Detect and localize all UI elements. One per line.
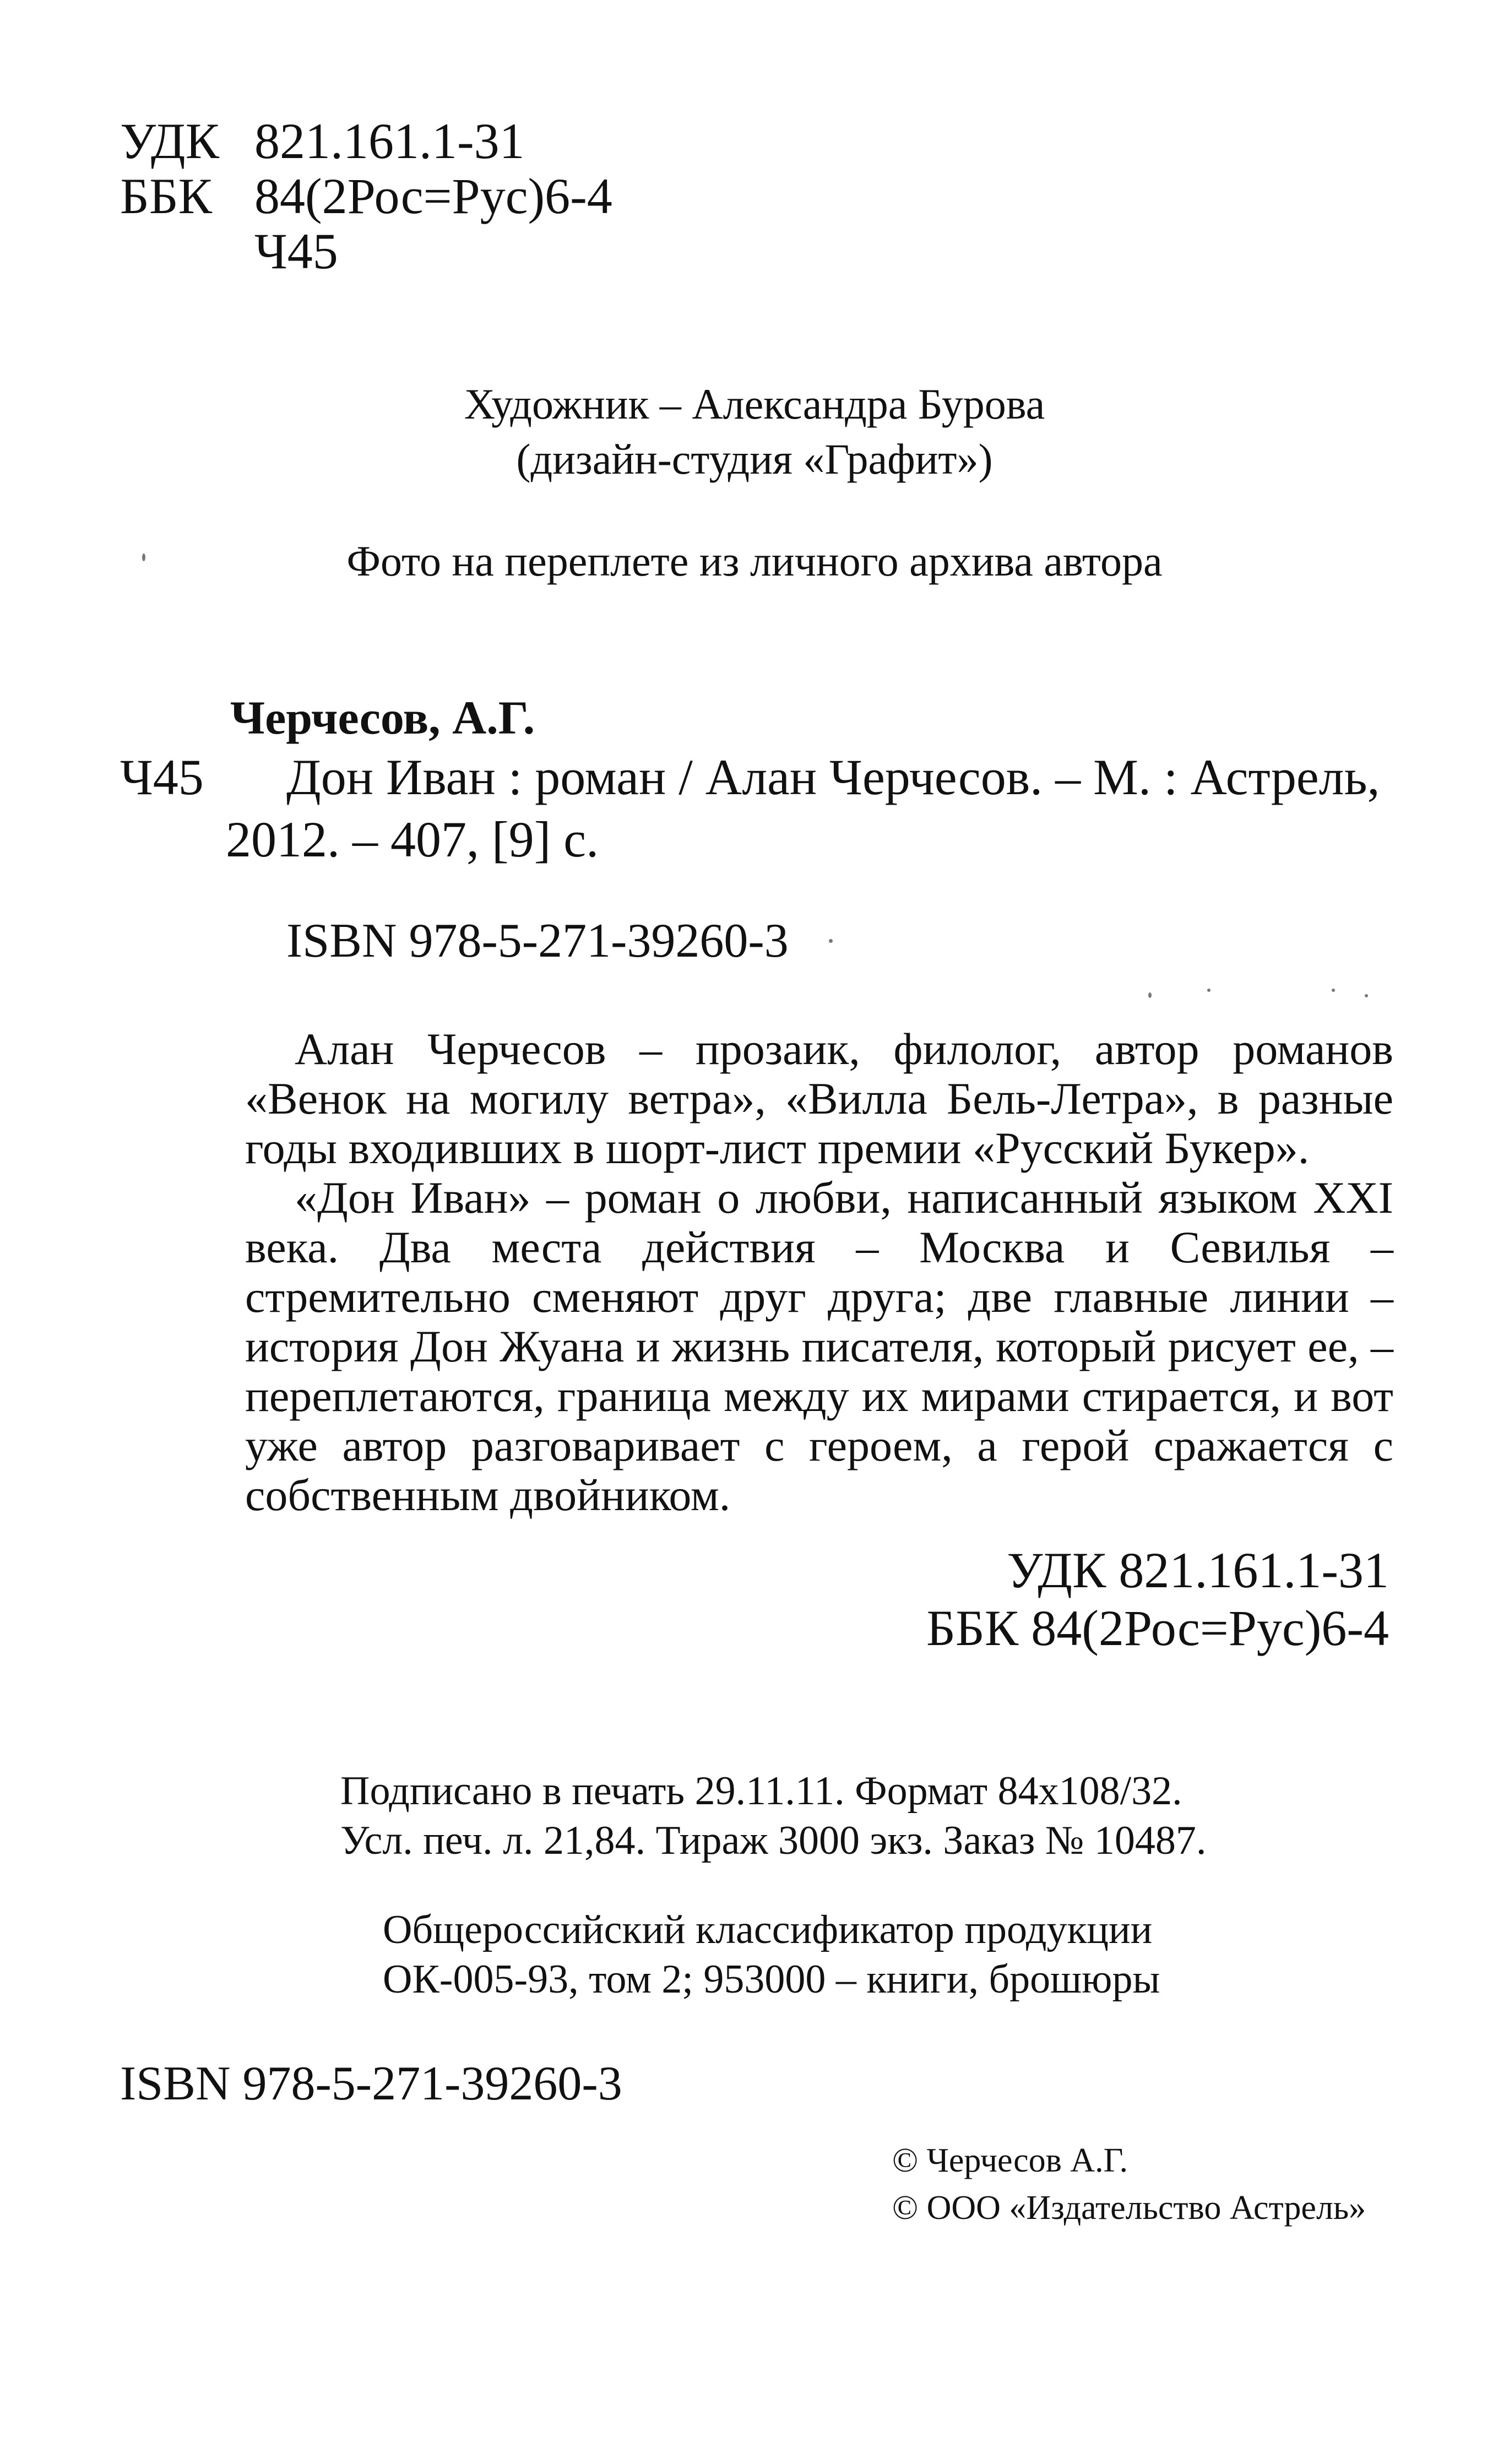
bbk-value: 84(2Рос=Рус)6-4 [254, 168, 612, 224]
print-info-line-3: Общероссийский классификатор продукции [383, 1907, 1153, 1952]
udk-label: УДК [120, 113, 219, 169]
print-info-line-1: Подписано в печать 29.11.11. Формат 84x108/32. [340, 1768, 1182, 1814]
photo-credit: Фото на переплете из личного архива автора [346, 537, 1163, 585]
scan-speck [1148, 992, 1152, 998]
print-info-line-2: Усл. печ. л. 21,84. Тираж 3000 экз. Заказ № 10487. [340, 1818, 1207, 1863]
scan-speck [1207, 989, 1211, 992]
index-bbk: ББК 84(2Рос=Рус)6-4 [926, 1600, 1389, 1656]
biblio-mark: Ч45 [120, 749, 204, 805]
biblio-isbn: ISBN 978-5-271-39260-3 [286, 914, 789, 968]
copyright-author: © Черчесов А.Г. [892, 2142, 1128, 2179]
index-udk: УДК 821.161.1-31 [1007, 1542, 1389, 1598]
scan-speck [1365, 994, 1368, 997]
udk-value: 821.161.1-31 [254, 113, 525, 169]
artist-credit: Художник – Александра Бурова [464, 380, 1045, 428]
annotation [245, 1024, 1393, 1520]
print-info-line-4: ОК-005-93, том 2; 953000 – книги, брошюры [383, 1957, 1160, 2002]
bbk-label: ББК [120, 168, 213, 224]
biblio-line-1: Дон Иван : роман / Алан Черчесов. – М. : Астрель, [286, 749, 1380, 805]
annotation-para-1: Алан Черчесов – прозаик, филолог, автор романов «Венок на могилу ветра», «Вилла Бель-Летра», в разные годы входивших в шорт-лист премии «Русский Букер». [245, 1024, 1393, 1173]
author-mark: Ч45 [254, 223, 338, 279]
annotation-para-2: «Дон Иван» – роман о любви, написанный языком XXI века. Два места действия – Москва и Севилья – стремительно сменяют друг друга; две главные линии – история Дон Жуана и жизнь писателя, который рисует ее, – переплетаются, граница между их мирами стирается, и вот уже автор разговаривает с героем, а герой сражается с собственным двойником. [245, 1173, 1393, 1520]
isbn-bottom: ISBN 978-5-271-39260-3 [120, 2057, 622, 2110]
copyright-publisher: © ООО «Издательство Астрель» [892, 2189, 1366, 2227]
studio-credit: (дизайн-студия «Графит») [516, 435, 993, 483]
scan-speck [829, 939, 833, 943]
author-heading: Черчесов, А.Г. [230, 691, 535, 744]
scan-speck [142, 553, 145, 561]
biblio-line-2: 2012. – 407, [9] с. [226, 811, 599, 867]
scan-speck [1332, 989, 1335, 992]
